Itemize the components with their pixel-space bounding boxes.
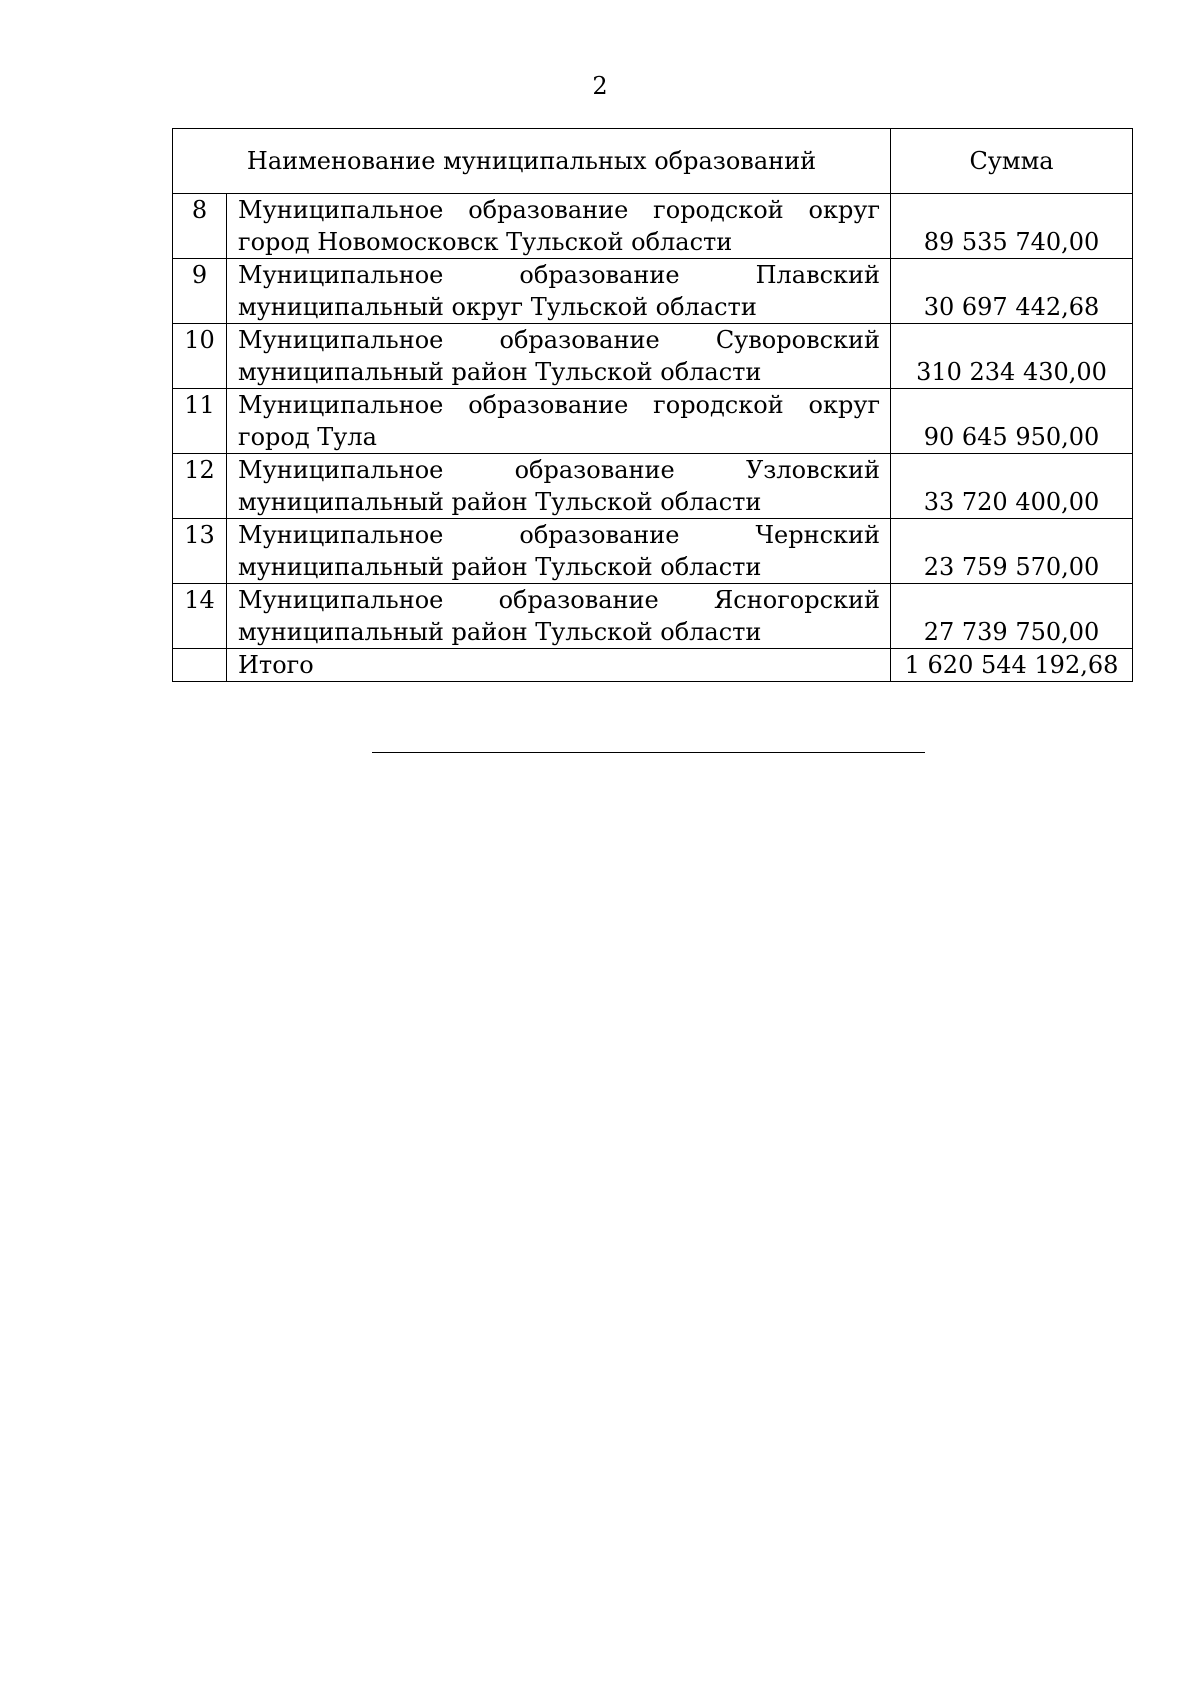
table-total-row <box>173 649 1133 682</box>
row-name: Муниципальное образование Суворовский муниципальный район Тульской области <box>227 324 891 389</box>
row-name: Муниципальное образование Чернский муниципальный район Тульской области <box>227 519 891 584</box>
header-sum: Сумма <box>891 129 1133 194</box>
row-sum: 23 759 570,00 <box>891 519 1133 584</box>
row-sum: 89 535 740,00 <box>891 194 1133 259</box>
row-name: Муниципальное образование городской округ город Тула <box>227 389 891 454</box>
table-row <box>173 324 1133 389</box>
row-number: 10 <box>173 324 227 389</box>
table-row <box>173 519 1133 584</box>
row-sum: 310 234 430,00 <box>891 324 1133 389</box>
row-sum: 90 645 950,00 <box>891 389 1133 454</box>
table-row <box>173 194 1133 259</box>
row-name: Муниципальное образование Плавский муниципальный округ Тульской области <box>227 259 891 324</box>
row-number: 13 <box>173 519 227 584</box>
row-sum: 27 739 750,00 <box>891 584 1133 649</box>
allocation-table <box>172 128 1133 682</box>
table-header-row <box>173 129 1133 194</box>
total-label: Итого <box>227 649 891 682</box>
header-name: Наименование муниципальных образований <box>173 129 891 194</box>
row-number: 8 <box>173 194 227 259</box>
row-number: 12 <box>173 454 227 519</box>
total-number-cell <box>173 649 227 682</box>
page-number: 2 <box>592 72 608 100</box>
end-of-document-line <box>372 752 925 753</box>
total-sum: 1 620 544 192,68 <box>891 649 1133 682</box>
row-name: Муниципальное образование Узловский муниципальный район Тульской области <box>227 454 891 519</box>
table-row <box>173 584 1133 649</box>
row-name: Муниципальное образование городской округ город Новомосковск Тульской области <box>227 194 891 259</box>
table-row <box>173 454 1133 519</box>
row-number: 14 <box>173 584 227 649</box>
row-sum: 33 720 400,00 <box>891 454 1133 519</box>
row-name: Муниципальное образование Ясногорский муниципальный район Тульской области <box>227 584 891 649</box>
table-row <box>173 389 1133 454</box>
table-row <box>173 259 1133 324</box>
row-number: 9 <box>173 259 227 324</box>
row-sum: 30 697 442,68 <box>891 259 1133 324</box>
row-number: 11 <box>173 389 227 454</box>
